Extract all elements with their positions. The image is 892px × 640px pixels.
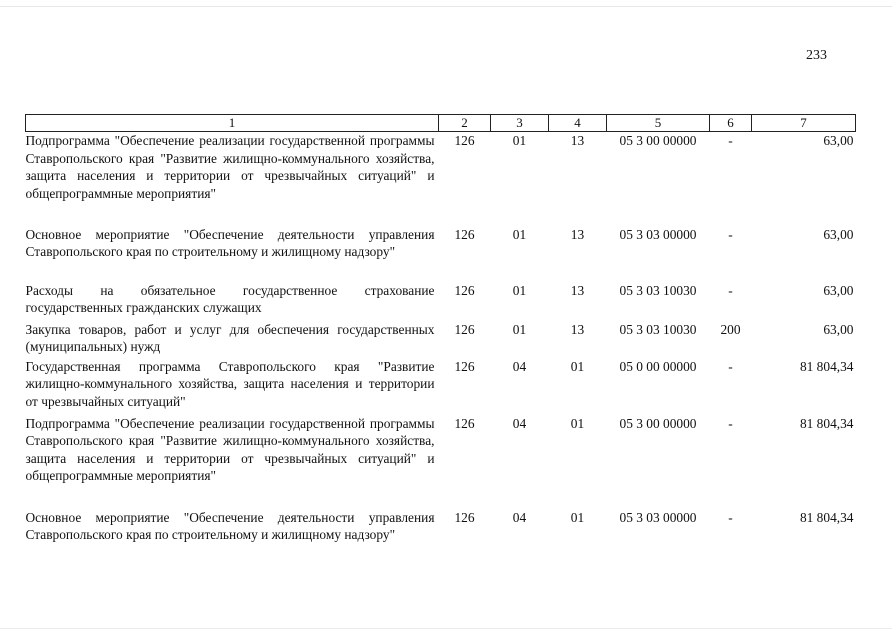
row-expense-type: -: [728, 509, 733, 525]
row-amount: 81 804,34: [799, 358, 854, 374]
row-target-article: 05 3 00 00000: [619, 133, 697, 148]
row-name: Основное мероприятие "Обеспечение деятельности управления Ставропольского края по строительному и жилищному надзору": [25, 226, 435, 259]
row-section: 04: [512, 509, 527, 525]
table-row: [26, 282, 856, 321]
row-ministry: 126: [454, 133, 475, 148]
row-expense-type: -: [728, 133, 733, 148]
row-target-article: 05 3 03 10030: [619, 282, 697, 298]
table-row: [26, 358, 856, 415]
row-subsection: 13: [570, 321, 585, 337]
header-col-7: 7: [752, 115, 856, 132]
row-section: 01: [512, 321, 527, 337]
row-ministry: 126: [454, 321, 475, 337]
row-amount: 63,00: [823, 321, 854, 337]
row-section: 04: [512, 358, 527, 374]
row-subsection: 13: [570, 282, 585, 298]
row-ministry: 126: [454, 509, 475, 525]
table-row: [26, 132, 856, 226]
row-name: Государственная программа Ставропольского края "Развитие жилищно-коммунального хозяйства, защита населения и территории от чрезвычайных ситуаций": [25, 358, 435, 409]
row-name: Подпрограмма "Обеспечение реализации государственной программы Ставропольского края "Развитие жилищно-коммунального хозяйства, защита населения и территории от чрезвычайных ситуаций" и общепрограммные мероприятия": [25, 415, 435, 483]
scan-edge-top: [0, 6, 892, 7]
row-ministry: 126: [454, 226, 475, 242]
row-ministry: 126: [454, 358, 475, 374]
row-section: 01: [512, 282, 527, 298]
row-amount: 63,00: [823, 226, 854, 242]
row-subsection: 01: [570, 358, 585, 374]
row-subsection: 01: [570, 509, 585, 525]
budget-table-container: [25, 114, 855, 565]
row-name: Основное мероприятие "Обеспечение деятельности управления Ставропольского края по строительному и жилищному надзору": [25, 509, 435, 542]
header-col-1: 1: [26, 115, 439, 132]
row-section: 04: [512, 415, 527, 431]
header-col-3: 3: [491, 115, 549, 132]
row-expense-type: -: [728, 415, 733, 431]
row-expense-type: 200: [720, 321, 741, 337]
row-expense-type: -: [728, 282, 733, 298]
row-ministry: 126: [454, 415, 475, 431]
scan-edge-bottom: [0, 628, 892, 629]
page-number: 233: [806, 48, 827, 63]
row-target-article: 05 3 00 00000: [619, 415, 697, 431]
row-subsection: 01: [570, 415, 585, 431]
row-expense-type: -: [728, 226, 733, 242]
row-name: Расходы на обязательное государственное страхование государственных гражданских служащих: [25, 282, 435, 315]
header-col-4: 4: [549, 115, 607, 132]
header-col-6: 6: [710, 115, 752, 132]
row-section: 01: [512, 133, 527, 148]
row-target-article: 05 3 03 00000: [619, 509, 697, 525]
table-header: [26, 115, 856, 132]
row-ministry: 126: [454, 282, 475, 298]
table-row: [26, 226, 856, 282]
row-subsection: 13: [570, 133, 585, 148]
row-target-article: 05 3 03 00000: [619, 226, 697, 242]
header-col-2: 2: [439, 115, 491, 132]
row-amount: 63,00: [823, 133, 854, 148]
budget-table: [25, 114, 856, 565]
row-amount: 63,00: [823, 282, 854, 298]
header-row: [26, 115, 856, 132]
row-target-article: 05 0 00 00000: [619, 358, 697, 374]
row-name: Подпрограмма "Обеспечение реализации государственной программы Ставропольского края "Развитие жилищно-коммунального хозяйства, защита населения и территории от чрезвычайных ситуаций" и общепрограммные мероприятия": [25, 133, 435, 201]
row-amount: 81 804,34: [799, 509, 854, 525]
table-row: [26, 415, 856, 509]
row-subsection: 13: [570, 226, 585, 242]
table-row: [26, 321, 856, 358]
table-body: [26, 132, 856, 565]
table-row: [26, 509, 856, 565]
row-name: Закупка товаров, работ и услуг для обеспечения государственных (муниципальных) нужд: [25, 321, 435, 354]
row-amount: 81 804,34: [799, 415, 854, 431]
row-section: 01: [512, 226, 527, 242]
row-target-article: 05 3 03 10030: [619, 321, 697, 337]
header-col-5: 5: [607, 115, 710, 132]
row-expense-type: -: [728, 358, 733, 374]
